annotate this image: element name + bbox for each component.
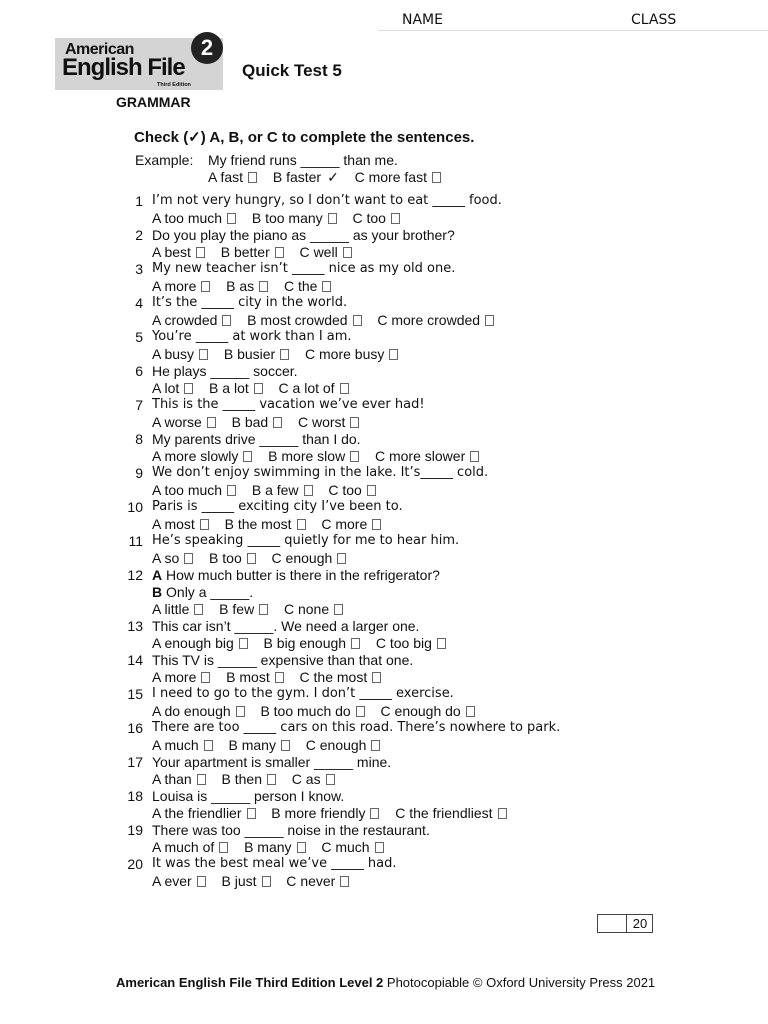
question-number: 12 (127, 567, 143, 583)
answer-options (152, 448, 495, 464)
answer-option[interactable]: B most (226, 669, 284, 685)
answer-checkbox[interactable] (236, 706, 245, 717)
answer-checkbox[interactable] (281, 740, 290, 751)
answer-checkbox[interactable] (204, 740, 213, 751)
question-number: 6 (135, 363, 143, 379)
answer-option[interactable]: B bad (232, 414, 283, 430)
answer-options (152, 346, 414, 362)
question-text: Your apartment is smaller _____ mine. (152, 754, 392, 770)
answer-checkbox[interactable] (340, 383, 349, 394)
question-text: It was the best meal we’ve _____ had. (152, 856, 397, 871)
answer-option[interactable]: C the (284, 278, 331, 294)
question-text: My parents drive _____ than I do. (152, 431, 361, 447)
question-text: This is the _____ vacation we’ve ever had! (152, 397, 425, 412)
answer-option[interactable]: C much (321, 839, 383, 855)
example-question: My friend runs _____ than me. (208, 152, 398, 168)
check-mark: ✓ (327, 169, 339, 185)
answer-checkbox[interactable] (184, 553, 193, 564)
answer-option[interactable]: B too (209, 550, 256, 566)
answer-option[interactable]: C the friendliest (395, 805, 506, 821)
answer-option[interactable]: B a few (252, 482, 313, 498)
answer-checkbox[interactable] (304, 485, 313, 496)
answer-checkbox[interactable] (222, 315, 231, 326)
answer-option[interactable]: B too many (252, 210, 337, 226)
question-number: 13 (127, 618, 143, 634)
question-number: 14 (127, 652, 143, 668)
answer-checkbox[interactable] (326, 774, 335, 785)
answer-option[interactable]: C the most (300, 669, 382, 685)
question-text: We don’t enjoy swimming in the lake. It’s_____ cold. (152, 465, 489, 480)
answer-option[interactable]: C enough (306, 737, 381, 753)
question-number: 20 (127, 856, 143, 872)
answer-checkbox[interactable] (432, 172, 441, 183)
answer-checkbox[interactable] (275, 672, 284, 683)
answer-checkbox[interactable] (243, 451, 252, 462)
class-label: CLASS (631, 12, 677, 28)
answer-checkbox[interactable] (259, 281, 268, 292)
answer-option[interactable]: A much of (152, 839, 228, 855)
answer-checkbox[interactable] (391, 213, 400, 224)
header-rule (378, 30, 768, 31)
answer-checkbox[interactable] (337, 553, 346, 564)
answer-option[interactable]: A worse (152, 414, 216, 430)
answer-option[interactable]: C a lot of (279, 380, 349, 396)
answer-checkbox[interactable] (197, 774, 206, 785)
answer-options (152, 703, 491, 719)
logo-line2: English File (62, 54, 185, 81)
answer-checkbox[interactable] (207, 417, 216, 428)
score-total: 20 (626, 915, 653, 932)
answer-option[interactable]: A do enough (152, 703, 245, 719)
question-number: 4 (135, 295, 143, 311)
answer-option[interactable]: A too much (152, 210, 236, 226)
answer-option[interactable]: A much (152, 737, 213, 753)
answer-checkbox[interactable] (356, 706, 365, 717)
answer-checkbox[interactable] (371, 740, 380, 751)
question-number: 3 (135, 261, 143, 277)
score-box (597, 914, 653, 933)
answer-option[interactable]: B the most (225, 516, 306, 532)
answer-option[interactable]: B busier (224, 346, 289, 362)
question-text: Paris is _____ exciting city I’ve been to. (152, 499, 403, 514)
answer-option[interactable]: A most (152, 516, 209, 532)
answer-option[interactable]: A so (152, 550, 193, 566)
question-number: 2 (135, 227, 143, 243)
answer-checkbox[interactable] (343, 247, 352, 258)
answer-option[interactable]: A more (152, 278, 210, 294)
example-option: A fast (208, 169, 257, 185)
question-text: There was too _____ noise in the restaurant. (152, 822, 430, 838)
section-heading: GRAMMAR (116, 94, 191, 110)
answer-checkbox[interactable] (350, 417, 359, 428)
answer-checkbox[interactable] (372, 519, 381, 530)
answer-checkbox[interactable] (322, 281, 331, 292)
answer-checkbox[interactable] (199, 349, 208, 360)
answer-options (152, 312, 510, 328)
answer-checkbox[interactable] (351, 638, 360, 649)
answer-checkbox[interactable] (334, 604, 343, 615)
answer-checkbox[interactable] (389, 349, 398, 360)
question-number: 1 (135, 193, 143, 209)
answer-option[interactable]: C too (328, 482, 375, 498)
footer (116, 975, 655, 990)
level-badge: 2 (191, 32, 223, 64)
question-number: 7 (135, 397, 143, 413)
answer-options (152, 482, 392, 498)
american-english-file-logo (55, 35, 223, 90)
question-number: 11 (128, 533, 143, 549)
answer-option[interactable]: C well (300, 244, 352, 260)
answer-option[interactable]: C as (292, 771, 335, 787)
answer-option[interactable]: B too much do (260, 703, 364, 719)
answer-options (152, 516, 397, 532)
footer-copyright: Photocopiable © Oxford University Press 2021 (383, 975, 656, 990)
question-text: He plays _____ soccer. (152, 363, 298, 379)
question-text: I need to go to the gym. I don’t _____ exercise. (152, 686, 454, 701)
answer-checkbox[interactable] (239, 638, 248, 649)
answer-checkbox[interactable] (370, 808, 379, 819)
question-number: 9 (135, 465, 143, 481)
answer-options (152, 805, 522, 821)
question-text: My new teacher isn’t _____ nice as my old one. (152, 261, 456, 276)
logo-line1: American (65, 41, 134, 58)
answer-checkbox[interactable] (267, 774, 276, 785)
answer-options (152, 550, 362, 566)
answer-option[interactable]: C enough (272, 550, 347, 566)
answer-checkbox[interactable] (196, 247, 205, 258)
answer-option[interactable]: A best (152, 244, 205, 260)
answer-options (152, 737, 396, 753)
question-number: 16 (127, 720, 143, 736)
question-number: 5 (135, 329, 143, 345)
answer-option[interactable]: A too much (152, 482, 236, 498)
answer-options (152, 414, 375, 430)
answer-option[interactable]: C too big (376, 635, 446, 651)
answer-option[interactable]: B more slow (268, 448, 359, 464)
name-label: NAME (402, 12, 443, 28)
question-text: I’m not very hungry, so I don’t want to eat _____ food. (152, 193, 502, 208)
answer-checkbox[interactable] (248, 172, 257, 183)
answer-options (152, 873, 365, 889)
question-text: Do you play the piano as _____ as your brother? (152, 227, 455, 243)
logo-edition: Third Edition (157, 82, 191, 88)
answer-option[interactable]: C never (286, 873, 349, 889)
answer-option[interactable]: A ever (152, 873, 206, 889)
answer-checkbox[interactable] (273, 417, 282, 428)
answer-checkbox[interactable] (437, 638, 446, 649)
answer-checkbox[interactable] (328, 213, 337, 224)
instruction: Check (✓) A, B, or C to complete the sentences. (134, 129, 475, 146)
question-text: It’s the _____ city in the world. (152, 295, 348, 310)
answer-option[interactable]: A than (152, 771, 206, 787)
answer-checkbox[interactable] (259, 604, 268, 615)
question-text: You’re _____ at work than I am. (152, 329, 352, 344)
answer-checkbox[interactable] (247, 553, 256, 564)
answer-options (152, 839, 399, 855)
answer-option[interactable]: B then (222, 771, 276, 787)
answer-checkbox[interactable] (297, 519, 306, 530)
question-number: 8 (135, 431, 143, 447)
example-option: B faster ✓ (272, 169, 339, 185)
answer-option[interactable]: B just (221, 873, 270, 889)
answer-checkbox[interactable] (227, 485, 236, 496)
answer-option[interactable]: A busy (152, 346, 208, 362)
test-title: Quick Test 5 (242, 61, 342, 80)
answer-option[interactable]: C enough do (381, 703, 475, 719)
answer-option[interactable]: A lot (152, 380, 193, 396)
answer-checkbox[interactable] (350, 451, 359, 462)
question-text: This TV is _____ expensive than that one. (152, 652, 414, 668)
example-options (208, 169, 457, 186)
answer-option[interactable]: B a lot (209, 380, 263, 396)
answer-checkbox[interactable] (340, 876, 349, 887)
question-text: A How much butter is there in the refrigerator? (152, 567, 440, 583)
answer-option[interactable]: B better (221, 244, 284, 260)
answer-option[interactable]: A little (152, 601, 203, 617)
answer-checkbox[interactable] (367, 485, 376, 496)
answer-option[interactable]: A the friendlier (152, 805, 256, 821)
example-label: Example: (135, 152, 194, 168)
answer-option[interactable]: B many (228, 737, 289, 753)
question-number: 19 (127, 822, 143, 838)
answer-option[interactable]: B many (244, 839, 305, 855)
question-number: 18 (127, 788, 143, 804)
question-text: Louisa is _____ person I know. (152, 788, 345, 804)
answer-checkbox[interactable] (275, 247, 284, 258)
answer-checkbox[interactable] (200, 519, 209, 530)
answer-option[interactable]: C more crowded (377, 312, 494, 328)
answer-options (152, 669, 397, 685)
answer-checkbox[interactable] (262, 876, 271, 887)
answer-options (152, 771, 350, 787)
answer-checkbox[interactable] (466, 706, 475, 717)
answer-checkbox[interactable] (227, 213, 236, 224)
answer-option[interactable]: B big enough (264, 635, 361, 651)
answer-options (152, 278, 347, 294)
answer-options (152, 380, 364, 396)
answer-options (152, 244, 367, 260)
answer-option[interactable]: B most crowded (247, 312, 361, 328)
question-text: He’s speaking _____ quietly for me to hear him. (152, 533, 460, 548)
answer-checkbox[interactable] (297, 842, 306, 853)
answer-option[interactable]: C none (284, 601, 343, 617)
answer-option[interactable]: B few (219, 601, 268, 617)
answer-checkbox[interactable] (197, 876, 206, 887)
answer-checkbox[interactable] (184, 383, 193, 394)
footer-title: American English File Third Edition Level 2 (116, 975, 384, 990)
answer-checkbox[interactable] (485, 315, 494, 326)
answer-checkbox[interactable] (470, 451, 479, 462)
answer-options (152, 210, 416, 226)
answer-checkbox[interactable] (219, 842, 228, 853)
answer-checkbox[interactable] (498, 808, 507, 819)
answer-option[interactable]: C more slower (375, 448, 479, 464)
answer-checkbox[interactable] (375, 842, 384, 853)
example-option: C more fast (355, 169, 441, 185)
answer-checkbox[interactable] (372, 672, 381, 683)
question-number: 17 (127, 754, 143, 770)
answer-option[interactable]: C more busy (305, 346, 398, 362)
answer-option[interactable]: B more friendly (271, 805, 379, 821)
answer-option[interactable]: A enough big (152, 635, 248, 651)
answer-checkbox[interactable] (353, 315, 362, 326)
answer-checkbox[interactable] (247, 808, 256, 819)
answer-option[interactable]: A more slowly (152, 448, 252, 464)
question-text: This car isn’t _____. We need a larger one. (152, 618, 420, 634)
answer-options (152, 601, 359, 617)
answer-option[interactable]: A crowded (152, 312, 231, 328)
answer-option[interactable]: C worst (298, 414, 359, 430)
answer-checkbox[interactable] (201, 281, 210, 292)
answer-option[interactable]: C too (352, 210, 399, 226)
answer-checkbox[interactable] (280, 349, 289, 360)
answer-checkbox[interactable] (201, 672, 210, 683)
question-text: There are too _____ cars on this road. There’s nowhere to park. (152, 720, 561, 735)
answer-option[interactable]: A more (152, 669, 210, 685)
answer-options (152, 635, 462, 651)
answer-option[interactable]: C more (321, 516, 381, 532)
answer-option[interactable]: B as (226, 278, 268, 294)
question-number: 10 (127, 499, 143, 515)
answer-checkbox[interactable] (194, 604, 203, 615)
question-text-b: B Only a _____. (152, 584, 254, 600)
answer-checkbox[interactable] (254, 383, 263, 394)
question-number: 15 (127, 686, 143, 702)
